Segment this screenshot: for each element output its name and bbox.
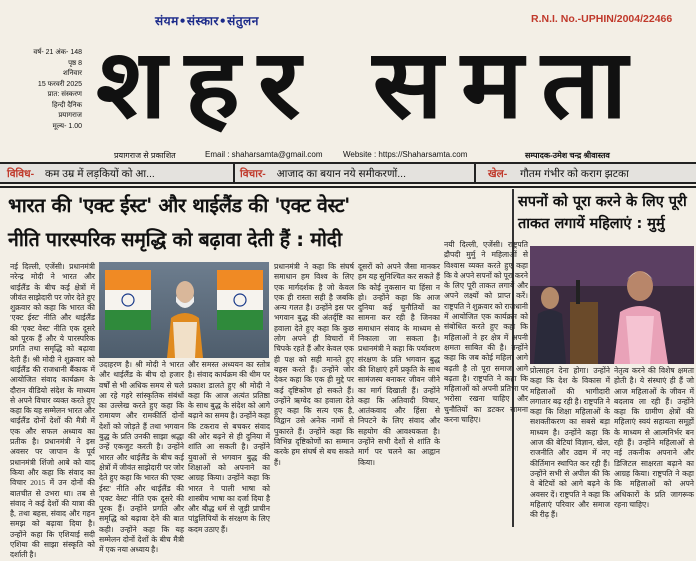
story-column: नयी दिल्ली, एजेंसी। राष्ट्रपति द्रौपदी मुर्मु ने महिलाओं से विश्वास व्यक्त करते हुए कहा कि वे अपने सपनों को पूरा करने के लिए पूरी ताकत लगायें और अपने लक्ष्यों को प्राप्त करें। राष्ट्रपति ने शुक्रवार को राजधानी में आयोजित एक कार्यक्रम को संबोधित करते हुए कहा कि महिलाओं ने हर क्षेत्र में अपनी क्षमता साबित की है। उन्होंने कहा कि जब कोई महिला आगे बढ़ती है तो पूरा समाज आगे बढ़ता है। राष्ट्रपति ने कहा कि महिलाओं को अपनी प्रतिभा पर भरोसा रखना चाहिए और चुनौतियों का डटकर सामना करना चाहिए। — [444, 240, 528, 425]
story-column: प्रोत्साहन देना होगा। उन्होंने कहा कि देश के विकास में महिलाओं की भागीदारी लगातार बढ़ रही है। राष्ट्रपति ने कहा कि शिक्षा महिलाओं के सशक्तीकरण का सबसे बड़ा माध्यम है। उन्होंने कहा कि आज की बेटियां विज्ञान, खेल, राजनीति और उद्यम में नए कीर्तिमान स्थापित कर रही हैं। उन्होंने सभी से अपील की कि वे बेटियों को आगे बढ़ने के अवसर दें। राष्ट्रपति ने कहा कि महिलाएं परिवार और समाज की रीढ़ हैं। — [530, 366, 610, 520]
story-column: उदाहरण है। श्री मोदी ने भारत और थाईलैंड के बीच दो हजार वर्षों से भी अधिक समय से चले आ रहे गहरे सांस्कृतिक संबंधों का उल्लेख करते हुए कहा कि रामायण और रामकीर्ति दोनों देशों को जोड़ते हैं तथा भगवान बुद्ध के प्रति उनकी साझा श्रद्धा उन्हें एकजुट करती है। उन्होंने भारत और थाईलैंड के बीच कई क्षेत्रों में जीवंत साझेदारी पर जोर देते हुए कहा कि भारत की 'एक्ट ईस्ट' नीति और थाईलैंड की 'एक्ट वेस्ट' नीति एक दूसरे की पूरक हैं। उन्होंने प्रगति और समृद्धि को बढ़ावा देने की बात कही। उन्होंने कहा कि यह सम्मेलन दोनों देशों के बीच मैत्री में एक नया अध्याय है। — [99, 360, 184, 555]
newspaper-title: शहर समता — [96, 28, 646, 141]
story-headline-modi[interactable] — [8, 189, 508, 257]
section-teaser: कम उम्र में लड़कियों को आ... — [45, 168, 155, 180]
section-label: विचार- — [240, 168, 266, 180]
issue-meta-line: हिन्दी दैनिक — [52, 101, 82, 109]
issue-meta-line: वर्ष- 21 अंक- 148 — [33, 49, 82, 56]
issue-meta-line: शनिवार — [62, 70, 82, 77]
band-rule — [0, 186, 696, 188]
website-link[interactable]: Website : https://Shaharsamta.com — [343, 150, 468, 159]
section-band — [0, 162, 696, 184]
flag-image — [217, 270, 263, 330]
masthead-motto: संयम•संस्कार•संतुलन — [155, 14, 259, 28]
email-link[interactable]: Email : shaharsamta@gmail.com — [205, 150, 323, 159]
section-link-khel[interactable] — [488, 166, 693, 182]
story-column: और समस्त अध्ययन का स्तोत्र है। संवाद कार्यक्रम की थीम पर प्रकाश डालते हुए श्री मोदी ने कहा कि आज अत्यंत प्रतिष्ठा के साथ बुद्ध के संदेश को आगे बढ़ाने का समय है। उन्होंने कहा कि टकराव से बचकर संवाद की ओर बढ़ने से ही दुनिया में शांति आ सकती है। उन्होंने युवाओं से भगवान बुद्ध की शिक्षाओं को अपनाने का आग्रह किया। उन्होंने कहा कि भारत ने पाली भाषा को शास्त्रीय भाषा का दर्जा दिया है और बौद्ध धर्म से जुड़ी प्राचीन पांडुलिपियों के संरक्षण के लिए कदम उठाए हैं। — [188, 360, 270, 534]
section-label: खेल- — [488, 168, 508, 180]
section-teaser: आजाद का बयान नये समीकरणों... — [276, 168, 407, 180]
section-label: विविध- — [7, 168, 35, 180]
editor-credit: सम्पादक-उमेश चन्द्र श्रीवास्तव — [525, 151, 610, 160]
issue-meta-line: मूल्य- 1.00 — [52, 122, 82, 130]
flag-image — [105, 270, 151, 330]
story-column: नेतृत्व करने की विशेष क्षमता होती है। ये संस्थाएं ही हैं जो आज महिलाओं के जीवन में बदलाव ला रही हैं। उन्होंने कहा कि ग्रामीण क्षेत्रों की महिलाएं स्वयं सहायता समूहों के माध्यम से आत्मनिर्भर बन रही हैं। उन्होंने महिलाओं से नई तकनीक अपनाने और डिजिटल साक्षरता बढ़ाने का आग्रह किया। राष्ट्रपति ने कहा कि महिलाओं को अपने अधिकारों के प्रति जागरूक रहना चाहिए। — [614, 366, 694, 509]
event-scene — [530, 246, 694, 364]
published-from: प्रयागराज से प्रकाशित — [114, 151, 176, 160]
rni-number: R.N.I. No.-UPHIN/2004/22466 — [531, 13, 673, 25]
modi-photo — [99, 262, 269, 358]
issue-meta-line: प्रयागराज — [58, 112, 82, 119]
story-column: दूसरों को अपने जैसा मानकर हम यह सुनिश्चित कर सकते हैं कि कोई नुकसान या हिंसा न हो। उन्होंने कहा कि आज दुनिया कई चुनौतियों का सामना कर रही है जिनका समाधान संवाद के माध्यम से निकाला जा सकता है। प्रधानमंत्री ने कहा कि पर्यावरण संरक्षण के प्रति भगवान बुद्ध की शिक्षाएं हमें प्रकृति के साथ सामंजस्य बनाकर जीवन जीने का मार्ग दिखाती हैं। उन्होंने कहा कि अतिवादी विचार, आतंकवाद और हिंसा से निपटने के लिए संवाद और सहयोग की आवश्यकता है। उन्होंने सभी देशों से शांति के मार्ग पर चलने का आह्वान किया। — [358, 262, 440, 467]
story-column: प्रधानमंत्री ने कहा कि संघर्ष समाधान हम विश्व के लिए एक मार्गदर्शक है जो केवल एक ही रास्ता सही है जबकि अन्य गलत है। उन्होंने इस पर भगवान बुद्ध की अंतर्दृष्टि का हवाला देते हुए कहा कि कुछ लोग अपने ही विचारों में चिपके रहते हैं और केवल एक ही पक्ष को सही मानते हुए बहस करते हैं। उन्होंने जोर देकर कहा कि एक ही मुद्दे पर कई दृष्टिकोण हो सकते हैं। उन्होंने ऋग्वेद का हवाला देते हुए कहा कि सत्य एक है, विद्वान उसे अनेक नामों से पुकारते हैं। उन्होंने कहा कि विभिन्न दृष्टिकोणों का सम्मान करके हम संघर्ष से बच सकते हैं। — [274, 262, 354, 467]
band-divider — [474, 164, 476, 182]
section-link-vividh[interactable] — [7, 166, 231, 182]
story-headline-murmu[interactable]: सपनों को पूरा करने के लिए पूरी ताकत लगायें महिलाएं : मुर्मु — [518, 194, 687, 232]
issue-meta — [10, 48, 82, 132]
story-column: नई दिल्ली, एजेंसी। प्रधानमंत्री नरेन्द्र मोदी ने भारत और थाईलैंड के बीच कई क्षेत्रों में जीवंत साझेदारी पर जोर देते हुए शुक्रवार को कहा कि भारत की 'एक्ट ईस्ट' नीति और थाईलैंड की 'एक्ट वेस्ट' नीति एक दूसरे को पूरक हैं और ये पारस्परिक प्रगति तथा समृद्धि को बढ़ावा देती हैं। श्री मोदी ने शुक्रवार को थाईलैंड की राजधानी बैंकाक में आयोजित संवाद कार्यक्रम के दौरान वीडियो संदेश के माध्यम से अपने विचार व्यक्त करते हुए कहा कि यह सम्मेलन भारत और थाईलैंड दोनों देशों की मैत्री में एक और सफल अध्याय का प्रतीक है। प्रधानमंत्री ने इस अवसर पर जापान के पूर्व प्रधानमंत्री शिंजो आबे को याद किया और कहा कि संवाद का विचार 2015 में उन दोनों की बातचीत से उभरा था। तब से संवाद ने कई देशों की यात्रा की है, तथा बहस, संवाद और गहन समझ को बढ़ावा दिया है। उन्होंने कहा कि एशियाई सदी एशिया की साझा संस्कृति को दर्शाती है। — [10, 262, 95, 560]
section-link-vichar[interactable] — [240, 166, 472, 182]
band-divider — [233, 164, 235, 182]
speaker-figure — [165, 272, 205, 358]
issue-meta-line: प्रात: संस्करण — [47, 91, 82, 98]
headline-line: नीति पारस्परिक समृद्धि को बढ़ावा देती हैं : मोदी — [8, 228, 342, 251]
murmu-photo — [530, 246, 694, 364]
issue-meta-line: 15 फरवरी 2025 — [37, 80, 82, 88]
section-teaser: गौतम गंभीर को कराग झटका — [520, 168, 629, 180]
issue-meta-line: पृष्ठ 8 — [68, 59, 82, 67]
headline-line: भारत की 'एक्ट ईस्ट' और थाईलैंड की 'एक्ट वेस्ट' — [8, 194, 350, 217]
